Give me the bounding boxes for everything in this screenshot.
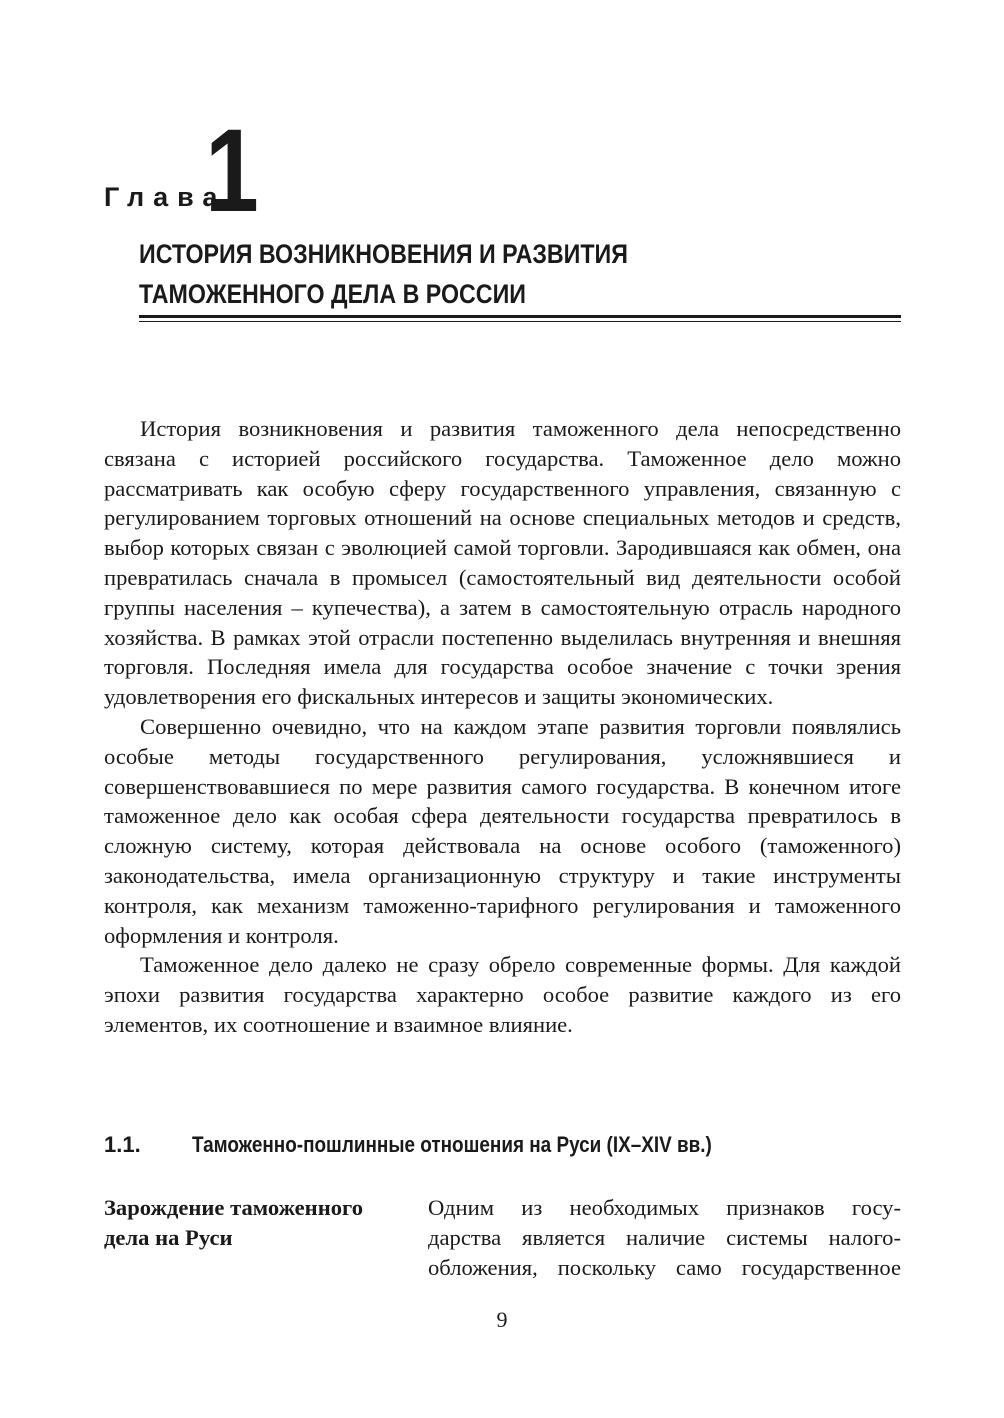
- title-rule-thick: [139, 315, 901, 318]
- section-number: 1.1.: [104, 1132, 141, 1157]
- title-rule-thin: [139, 321, 901, 322]
- paragraph: История возникновения и развития таможенного дела непосредственно связана с историей российского государства. Таможенное дело можно рассматривать как особую сферу государственного управления, связанную с регулированием торговых отношений на основе специальных методов и средств, выбор которых связан с эволюцией самой торговли. Зародившаяся как обмен, она превратилась сначала в промысел (самостоятельный вид деятельности особой группы населения – купечества), а затем в самостоятельную отрасль народного хозяйства. В рамках этой отрасли постепенно выделилась внутренняя и внешняя торговля. Последняя имела для государства особое значение с точки зрения удовлетворения его фискальных интересов и защиты экономических.: [104, 416, 901, 710]
- margin-heading: Зарождение таможенного дела на Руси: [104, 1195, 364, 1250]
- chapter-number: 1: [205, 105, 259, 237]
- section-title: Таможенно-пошлинные отношения на Руси (IX–XIV вв.): [192, 1132, 712, 1157]
- chapter-title-line: ИСТОРИЯ ВОЗНИКНОВЕНИЯ И РАЗВИТИЯ: [139, 239, 628, 269]
- subsection-text: [428, 1193, 901, 1283]
- body-text: [104, 414, 901, 1040]
- text-line: обложения, поскольку само государственное: [428, 1255, 901, 1280]
- chapter-label: Глава: [104, 182, 227, 212]
- chapter-title-line: ТАМОЖЕННОГО ДЕЛА В РОССИИ: [139, 279, 526, 309]
- paragraph: Совершенно очевидно, что на каждом этапе развития торговли появлялись особые методы государственного регулирования, усложнявшиеся и совершенствовавшиеся по мере развития самого государства. В конечном итоге таможенное дело как особая сфера деятельности государства превратилось в сложную систему, которая действовала на основе особого (таможенного) законодательства, имела организационную структуру и такие инструменты контроля, как механизм таможенно-тарифного регулирования и таможенного оформления и контроля.: [104, 713, 901, 948]
- page-number: 9: [496, 1307, 508, 1332]
- text-line: дарства является наличие системы налого-: [428, 1225, 901, 1250]
- chapter-title: [139, 234, 628, 314]
- text-line: Одним из необходимых признаков госу-: [428, 1195, 901, 1220]
- paragraph: Таможенное дело далеко не сразу обрело современные формы. Для каждой эпохи развития государства характерно особое развитие каждого из его элементов, их соотношение и взаимное влияние.: [104, 952, 901, 1037]
